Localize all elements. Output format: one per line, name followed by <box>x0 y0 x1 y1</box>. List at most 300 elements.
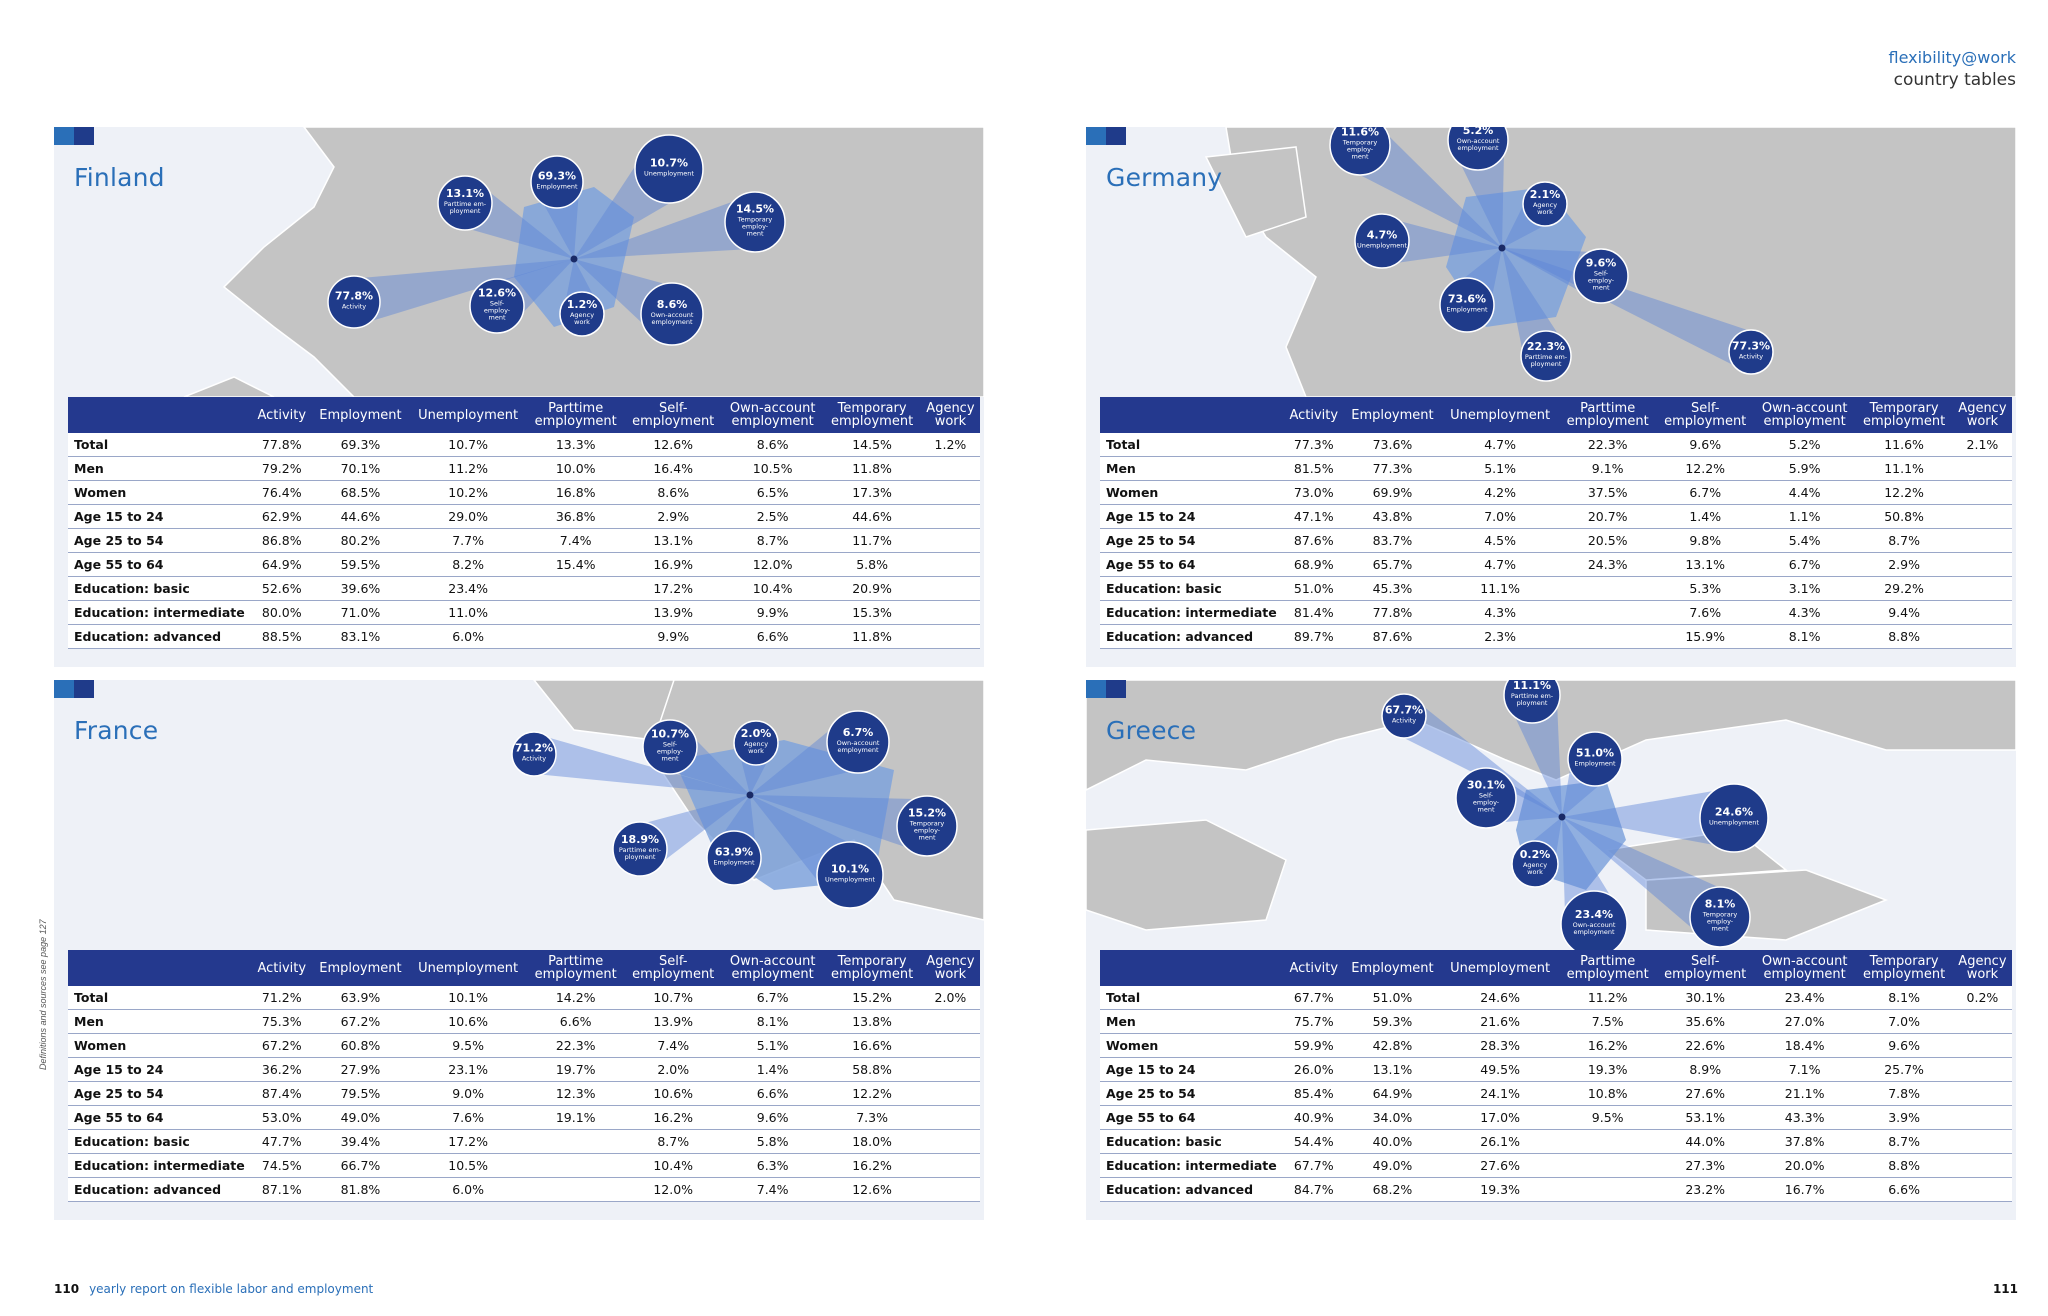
table-cell: 65.7% <box>1344 553 1442 577</box>
bubble-label: Activity <box>521 754 547 763</box>
table-cell: 23.4% <box>1754 986 1855 1010</box>
table-cell: 11.0% <box>409 601 527 625</box>
sources-note: Definitions and sources see page 127 <box>38 919 48 1070</box>
table-cell <box>921 601 980 625</box>
table-cell: 11.2% <box>409 457 527 481</box>
table-cell: 36.8% <box>527 505 625 529</box>
table-row <box>1100 529 2012 553</box>
header-corner <box>1100 397 1284 433</box>
header-subtitle: country tables <box>1893 70 2016 90</box>
bubble-value: 1.2% <box>566 298 598 311</box>
table-row <box>1100 481 2012 505</box>
column-header: Temporary employment <box>823 950 921 986</box>
bubble-label: Employment <box>536 182 578 191</box>
table-row <box>1100 1178 2012 1202</box>
table-cell: 26.0% <box>1284 1058 1344 1082</box>
table-cell: 43.8% <box>1344 505 1442 529</box>
table-cell: 8.7% <box>1855 529 1953 553</box>
column-header: Activity <box>252 950 312 986</box>
bubble-label: Parttime em- <box>1524 353 1568 361</box>
table-cell: 4.2% <box>1441 481 1559 505</box>
table-cell: 2.3% <box>1441 625 1559 649</box>
bubble-label: employment <box>1457 144 1499 152</box>
table-cell: 68.9% <box>1284 553 1344 577</box>
table-cell: 20.9% <box>823 577 921 601</box>
bubble-label: employ- <box>1706 917 1734 926</box>
table-cell: 13.1% <box>624 529 722 553</box>
table-row <box>68 577 980 601</box>
bubble-label: ment <box>488 313 506 322</box>
table-row <box>1100 601 2012 625</box>
table-cell: 8.8% <box>1855 625 1953 649</box>
table-cell: 6.0% <box>409 1178 527 1202</box>
table-cell: 10.0% <box>527 457 625 481</box>
bubble-label: Agency <box>1522 861 1548 869</box>
bubble-agency-work <box>1523 182 1567 226</box>
table-cell: 80.2% <box>312 529 410 553</box>
bubble-self-employment <box>643 720 697 774</box>
bubble-parttime-employment <box>613 822 667 876</box>
country-panel-finland <box>54 127 984 667</box>
table-cell: 52.6% <box>252 577 312 601</box>
table-cell: 1.4% <box>1656 505 1754 529</box>
table-cell <box>1953 1082 2012 1106</box>
table-cell: 10.7% <box>624 986 722 1010</box>
table-cell: 13.9% <box>624 601 722 625</box>
bubble-label: Own-account <box>836 739 880 747</box>
country-title: France <box>74 716 159 745</box>
table-cell: 12.6% <box>624 433 722 457</box>
column-header: Agency work <box>1953 950 2012 986</box>
bubble-label: Parttime em- <box>1510 692 1554 700</box>
corner-square <box>54 127 74 145</box>
table-cell: 63.9% <box>312 986 410 1010</box>
bubble-label: Self- <box>1478 791 1494 800</box>
table-cell <box>921 577 980 601</box>
table-cell <box>1953 577 2012 601</box>
table-row <box>68 1178 980 1202</box>
table-cell: 7.6% <box>1656 601 1754 625</box>
header-corner <box>1100 950 1284 986</box>
country-panel-greece <box>1086 680 2016 1220</box>
table-cell: 43.3% <box>1754 1106 1855 1130</box>
table-cell: 14.2% <box>527 986 625 1010</box>
column-header: Self- employment <box>624 950 722 986</box>
column-header: Unemployment <box>409 397 527 433</box>
table-cell <box>921 505 980 529</box>
row-label: Total <box>68 433 252 457</box>
bubble-parttime-employment <box>1521 331 1571 381</box>
row-label: Education: intermediate <box>68 1154 252 1178</box>
table-cell: 50.8% <box>1855 505 1953 529</box>
table-cell: 54.4% <box>1284 1130 1344 1154</box>
country-title: Greece <box>1106 716 1197 745</box>
table-cell: 6.0% <box>409 625 527 649</box>
table-cell <box>1953 1010 2012 1034</box>
table-cell: 4.4% <box>1754 481 1855 505</box>
table-cell: 5.8% <box>722 1130 823 1154</box>
table-cell <box>1953 505 2012 529</box>
country-title: Finland <box>74 163 165 192</box>
table-row <box>1100 1106 2012 1130</box>
bubble-value: 2.1% <box>1529 188 1561 201</box>
bubble-label: Temporary <box>1702 910 1738 919</box>
country-panel-france <box>54 680 984 1220</box>
column-header: Parttime employment <box>1559 950 1657 986</box>
bubble-self-employment <box>1574 249 1628 303</box>
table-cell: 59.3% <box>1344 1010 1442 1034</box>
table-cell: 77.8% <box>1344 601 1442 625</box>
bubble-label: employ- <box>1587 276 1615 285</box>
table-cell: 23.2% <box>1656 1178 1754 1202</box>
bubble-value: 2.0% <box>740 727 772 740</box>
table-cell <box>1953 1034 2012 1058</box>
table-cell: 11.2% <box>1559 986 1657 1010</box>
bubble-label: Temporary <box>737 215 773 224</box>
table-cell: 59.5% <box>312 553 410 577</box>
table-cell: 51.0% <box>1284 577 1344 601</box>
bubble-label: Activity <box>1738 352 1764 361</box>
table-cell: 59.9% <box>1284 1034 1344 1058</box>
table-cell: 73.0% <box>1284 481 1344 505</box>
table-cell: 9.8% <box>1656 529 1754 553</box>
bubble-label: Unemployment <box>644 169 694 178</box>
table-cell: 10.5% <box>722 457 823 481</box>
table-cell: 84.7% <box>1284 1178 1344 1202</box>
table-cell <box>1953 529 2012 553</box>
table-cell <box>1953 601 2012 625</box>
table-cell: 47.1% <box>1284 505 1344 529</box>
table-cell: 24.3% <box>1559 553 1657 577</box>
row-label: Total <box>68 986 252 1010</box>
column-header: Activity <box>252 397 312 433</box>
table-cell: 27.6% <box>1656 1082 1754 1106</box>
row-label: Men <box>1100 457 1284 481</box>
table-row <box>1100 1082 2012 1106</box>
table-cell: 11.7% <box>823 529 921 553</box>
bubble-value: 51.0% <box>1575 746 1615 760</box>
table-cell: 8.7% <box>624 1130 722 1154</box>
table-cell: 76.4% <box>252 481 312 505</box>
table-cell: 9.5% <box>409 1034 527 1058</box>
table-cell: 34.0% <box>1344 1106 1442 1130</box>
country-panel-germany <box>1086 127 2016 667</box>
bubble-label: employment <box>837 746 879 754</box>
table-cell: 73.6% <box>1344 433 1442 457</box>
bubble-label: ployment <box>624 853 656 861</box>
bubble-employment <box>1568 732 1622 786</box>
table-cell: 79.2% <box>252 457 312 481</box>
table-cell <box>921 1034 980 1058</box>
table-cell <box>1953 481 2012 505</box>
table-cell: 5.8% <box>823 553 921 577</box>
table-cell: 13.3% <box>527 433 625 457</box>
table-cell: 4.3% <box>1754 601 1855 625</box>
table-cell: 6.5% <box>722 481 823 505</box>
table-cell: 67.2% <box>252 1034 312 1058</box>
row-label: Age 15 to 24 <box>1100 505 1284 529</box>
table-cell: 7.8% <box>1855 1082 1953 1106</box>
country-title: Germany <box>1106 163 1223 192</box>
table-cell: 44.0% <box>1656 1130 1754 1154</box>
table-cell: 37.8% <box>1754 1130 1855 1154</box>
table-cell: 6.6% <box>1855 1178 1953 1202</box>
table-row <box>68 625 980 649</box>
table-cell: 10.6% <box>409 1010 527 1034</box>
row-label: Age 25 to 54 <box>68 529 252 553</box>
table-cell: 9.6% <box>1855 1034 1953 1058</box>
row-label: Education: basic <box>68 577 252 601</box>
table-cell: 27.3% <box>1656 1154 1754 1178</box>
bubble-agency-work <box>560 292 604 336</box>
table-row <box>1100 1010 2012 1034</box>
bubble-label: Self- <box>662 740 678 749</box>
table-cell: 2.9% <box>1855 553 1953 577</box>
table-cell <box>1953 1154 2012 1178</box>
table-cell: 44.6% <box>312 505 410 529</box>
table-cell: 1.2% <box>921 433 980 457</box>
country-center-dot <box>571 256 578 263</box>
table-cell: 70.1% <box>312 457 410 481</box>
table-row <box>68 1034 980 1058</box>
table-cell: 11.6% <box>1855 433 1953 457</box>
row-label: Age 55 to 64 <box>1100 1106 1284 1130</box>
table-cell: 9.6% <box>722 1106 823 1130</box>
table-cell: 6.7% <box>1754 553 1855 577</box>
table-cell: 18.4% <box>1754 1034 1855 1058</box>
table-cell: 9.0% <box>409 1082 527 1106</box>
column-header: Self- employment <box>624 397 722 433</box>
column-header: Activity <box>1284 397 1344 433</box>
table-cell: 6.7% <box>722 986 823 1010</box>
table-cell: 21.1% <box>1754 1082 1855 1106</box>
footer-left <box>54 1282 373 1296</box>
page-number-right: 111 <box>1992 1282 2018 1296</box>
corner-square <box>1106 127 1126 145</box>
bubble-label: work <box>1537 208 1553 216</box>
table-cell: 10.6% <box>624 1082 722 1106</box>
table-cell: 77.8% <box>252 433 312 457</box>
bubble-value: 10.1% <box>830 862 870 876</box>
bubble-activity <box>512 732 556 776</box>
table-row <box>68 553 980 577</box>
table-cell <box>1953 553 2012 577</box>
page-header <box>1888 48 2016 90</box>
column-header: Temporary employment <box>823 397 921 433</box>
bubble-value: 23.4% <box>1574 908 1614 921</box>
bubble-label: Unemployment <box>825 875 875 884</box>
table-cell: 12.0% <box>722 553 823 577</box>
table-cell: 47.7% <box>252 1130 312 1154</box>
bubble-temporary-employment <box>1690 887 1750 947</box>
table-cell: 37.5% <box>1559 481 1657 505</box>
table-cell: 10.8% <box>1559 1082 1657 1106</box>
table-cell: 8.8% <box>1855 1154 1953 1178</box>
bubble-label: ployment <box>1516 699 1548 707</box>
table-cell: 75.7% <box>1284 1010 1344 1034</box>
bubble-label: Unemployment <box>1357 241 1407 250</box>
column-header: Own-account employment <box>1754 950 1855 986</box>
row-label: Age 25 to 54 <box>68 1082 252 1106</box>
table-cell: 13.1% <box>1656 553 1754 577</box>
bubble-label: employ- <box>741 222 769 231</box>
map-land <box>184 377 274 397</box>
table-cell: 1.4% <box>722 1058 823 1082</box>
table-cell: 40.9% <box>1284 1106 1344 1130</box>
table-cell: 42.8% <box>1344 1034 1442 1058</box>
table-cell: 8.2% <box>409 553 527 577</box>
row-label: Women <box>1100 1034 1284 1058</box>
table-cell: 10.2% <box>409 481 527 505</box>
table-cell <box>527 1130 625 1154</box>
bubble-own-account-employment <box>641 283 703 345</box>
table-cell: 10.4% <box>722 577 823 601</box>
bubble-label: work <box>574 318 590 326</box>
table-cell: 81.5% <box>1284 457 1344 481</box>
table-cell: 15.2% <box>823 986 921 1010</box>
table-row <box>68 481 980 505</box>
row-label: Age 55 to 64 <box>68 553 252 577</box>
bubble-value: 6.7% <box>842 726 874 739</box>
table-cell: 2.9% <box>624 505 722 529</box>
column-header: Employment <box>1344 397 1442 433</box>
table-cell: 21.6% <box>1441 1010 1559 1034</box>
bubble-label: ment <box>918 833 936 842</box>
column-header: Temporary employment <box>1855 397 1953 433</box>
data-table <box>68 397 980 649</box>
table-cell <box>921 553 980 577</box>
row-label: Education: advanced <box>1100 625 1284 649</box>
table-cell: 24.1% <box>1441 1082 1559 1106</box>
bubble-label: ment <box>746 229 764 238</box>
row-label: Age 55 to 64 <box>1100 553 1284 577</box>
table-cell: 88.5% <box>252 625 312 649</box>
table-cell: 30.1% <box>1656 986 1754 1010</box>
table-cell: 16.2% <box>624 1106 722 1130</box>
table-cell: 9.9% <box>624 625 722 649</box>
bubble-label: ment <box>661 754 679 763</box>
table-row <box>1100 577 2012 601</box>
table-cell: 2.5% <box>722 505 823 529</box>
country-center-dot <box>1499 245 1506 252</box>
bubble-unemployment <box>1700 784 1768 852</box>
table-header-row <box>1100 397 2012 433</box>
bubble-label: Agency <box>569 311 595 319</box>
country-map <box>54 127 984 417</box>
table-row <box>68 986 980 1010</box>
bubble-value: 24.6% <box>1714 805 1754 819</box>
row-label: Men <box>68 457 252 481</box>
bubble-value: 69.3% <box>537 169 577 183</box>
table-row <box>1100 1058 2012 1082</box>
table-cell: 11.8% <box>823 625 921 649</box>
table-cell: 13.8% <box>823 1010 921 1034</box>
bubble-unemployment <box>1355 214 1409 268</box>
table-cell <box>1953 1106 2012 1130</box>
bubble-label: employ- <box>1346 145 1374 154</box>
bubble-label: Temporary <box>1342 138 1378 147</box>
table-cell: 77.3% <box>1344 457 1442 481</box>
row-label: Age 15 to 24 <box>1100 1058 1284 1082</box>
table-cell: 81.8% <box>312 1178 410 1202</box>
table-cell: 83.1% <box>312 625 410 649</box>
table-row <box>68 1010 980 1034</box>
bubble-value: 67.7% <box>1384 703 1424 717</box>
bubble-label: Parttime em- <box>618 846 662 854</box>
table-cell: 79.5% <box>312 1082 410 1106</box>
table-cell: 7.6% <box>409 1106 527 1130</box>
table-cell: 16.7% <box>1754 1178 1855 1202</box>
table-row <box>1100 625 2012 649</box>
table-cell: 9.4% <box>1855 601 1953 625</box>
bubble-value: 30.1% <box>1466 778 1506 792</box>
table-cell <box>921 1178 980 1202</box>
table-cell: 11.1% <box>1441 577 1559 601</box>
table-row <box>68 505 980 529</box>
table-cell: 29.0% <box>409 505 527 529</box>
table-cell: 87.4% <box>252 1082 312 1106</box>
table-cell: 87.6% <box>1344 625 1442 649</box>
bubble-temporary-employment <box>897 796 957 856</box>
table-cell: 8.7% <box>722 529 823 553</box>
table-cell <box>921 481 980 505</box>
table-cell: 6.6% <box>722 1082 823 1106</box>
table-cell: 19.7% <box>527 1058 625 1082</box>
bubble-value: 12.6% <box>477 286 517 300</box>
row-label: Education: intermediate <box>1100 601 1284 625</box>
table-cell: 15.9% <box>1656 625 1754 649</box>
table-cell <box>527 601 625 625</box>
table-cell <box>1953 1130 2012 1154</box>
row-label: Education: advanced <box>68 1178 252 1202</box>
table-row <box>68 1154 980 1178</box>
table-cell: 6.7% <box>1656 481 1754 505</box>
column-header: Employment <box>1344 950 1442 986</box>
table-cell <box>527 577 625 601</box>
table-cell: 22.3% <box>1559 433 1657 457</box>
table-cell: 69.3% <box>312 433 410 457</box>
table-cell: 45.3% <box>1344 577 1442 601</box>
header-brand: flexibility@work <box>1888 48 2016 67</box>
table-cell: 7.1% <box>1754 1058 1855 1082</box>
table-cell: 7.4% <box>527 529 625 553</box>
table-row <box>68 1106 980 1130</box>
table-row <box>1100 505 2012 529</box>
column-header: Own-account employment <box>722 397 823 433</box>
table-cell: 53.1% <box>1656 1106 1754 1130</box>
bubble-label: Employment <box>1446 305 1488 314</box>
bubble-agency-work <box>1512 841 1558 887</box>
column-header: Employment <box>312 950 410 986</box>
table-cell: 16.2% <box>1559 1034 1657 1058</box>
table-cell: 36.2% <box>252 1058 312 1082</box>
table-cell: 39.4% <box>312 1130 410 1154</box>
bubble-employment <box>531 156 583 208</box>
table-cell: 22.6% <box>1656 1034 1754 1058</box>
bubble-label: Own-account <box>1456 137 1500 145</box>
bubble-label: Parttime em- <box>443 200 487 208</box>
bubble-value: 77.8% <box>334 289 374 303</box>
table-cell <box>921 1010 980 1034</box>
row-label: Education: basic <box>1100 577 1284 601</box>
column-header: Activity <box>1284 950 1344 986</box>
table-cell <box>921 1058 980 1082</box>
table-cell: 8.9% <box>1656 1058 1754 1082</box>
table-cell: 87.6% <box>1284 529 1344 553</box>
bubble-unemployment <box>635 135 703 203</box>
table-cell: 8.6% <box>624 481 722 505</box>
table-cell: 5.9% <box>1754 457 1855 481</box>
